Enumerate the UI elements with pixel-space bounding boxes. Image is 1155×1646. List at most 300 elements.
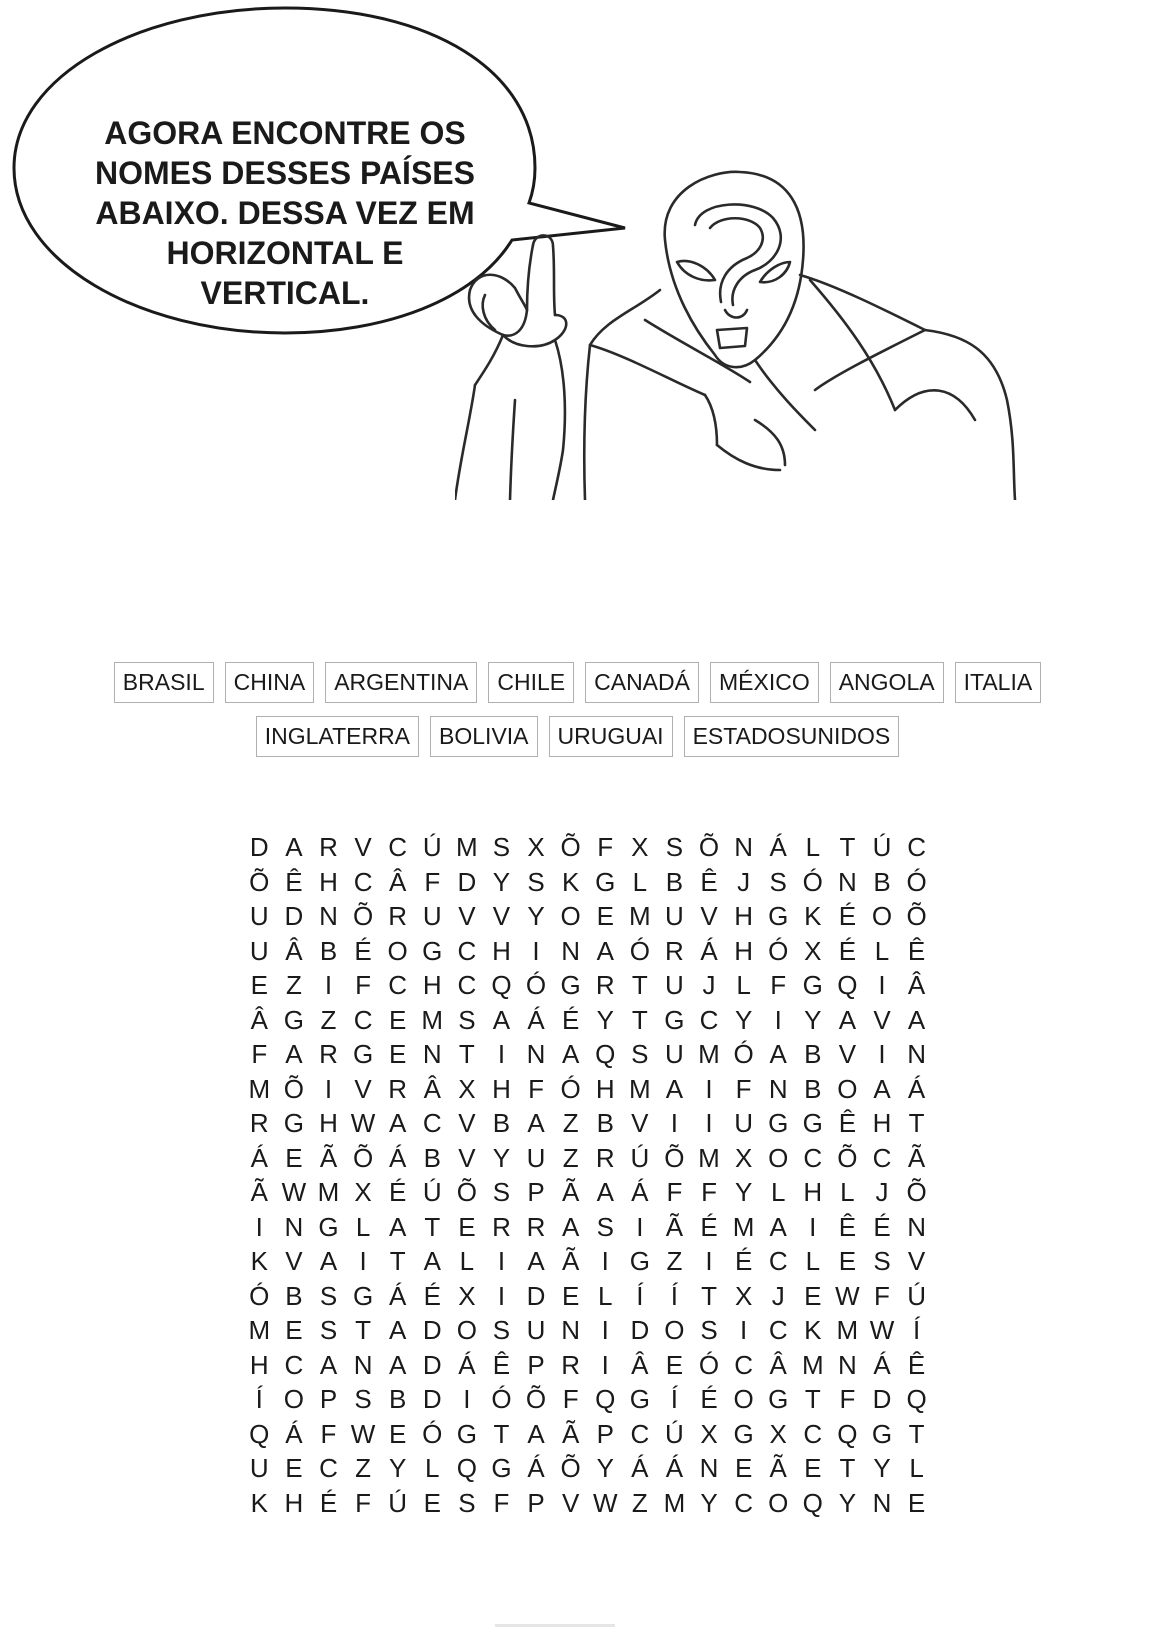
grid-letter[interactable]: O xyxy=(837,1073,858,1104)
grid-letter[interactable]: N xyxy=(768,1073,788,1104)
grid-letter[interactable]: X xyxy=(700,1418,718,1449)
grid-letter[interactable]: Â xyxy=(769,1349,787,1380)
grid-letter[interactable]: G xyxy=(664,1004,685,1035)
grid-letter[interactable]: D xyxy=(630,1315,650,1345)
grid-letter[interactable]: R xyxy=(319,1039,338,1069)
grid-letter[interactable]: A xyxy=(285,1039,303,1069)
grid-letter[interactable]: Á xyxy=(631,1177,649,1207)
grid-letter[interactable]: Â xyxy=(250,1004,268,1035)
grid-letter[interactable]: Ê xyxy=(285,866,303,897)
grid-letter[interactable]: N xyxy=(838,866,857,897)
grid-letter[interactable]: R xyxy=(561,1349,581,1380)
grid-letter[interactable]: Õ xyxy=(352,1142,374,1173)
grid-letter[interactable]: I xyxy=(324,1073,333,1104)
grid-letter[interactable]: M xyxy=(801,1349,824,1380)
grid-letter[interactable]: G xyxy=(733,1418,754,1449)
grid-letter[interactable]: C xyxy=(353,866,373,897)
grid-letter[interactable]: N xyxy=(526,1039,546,1069)
grid-letter[interactable]: N xyxy=(561,1315,581,1345)
grid-letter[interactable]: Ê xyxy=(700,866,718,897)
grid-letter[interactable]: S xyxy=(631,1039,649,1069)
grid-letter[interactable]: Y xyxy=(700,1487,718,1518)
grid-letter[interactable]: H xyxy=(319,1108,338,1138)
grid-letter[interactable]: Ã xyxy=(561,1418,580,1449)
grid-letter[interactable]: E xyxy=(389,1004,407,1035)
grid-letter[interactable]: G xyxy=(560,970,581,1000)
grid-letter[interactable]: T xyxy=(389,1246,406,1276)
grid-letter[interactable]: T xyxy=(839,1453,856,1483)
grid-letter[interactable]: R xyxy=(526,1211,546,1242)
grid-letter[interactable]: Ú xyxy=(422,1177,442,1207)
grid-letter[interactable]: U xyxy=(526,1315,546,1345)
grid-letter[interactable]: T xyxy=(458,1039,475,1069)
grid-letter[interactable]: E xyxy=(389,1418,407,1449)
grid-letter[interactable]: Ú xyxy=(388,1487,408,1518)
grid-letter[interactable]: G xyxy=(629,1246,650,1276)
grid-letter[interactable]: N xyxy=(319,901,338,931)
grid-letter[interactable]: Ã xyxy=(561,1246,580,1276)
grid-letter[interactable]: Y xyxy=(492,866,511,897)
grid-letter[interactable]: Z xyxy=(562,1142,579,1173)
grid-letter[interactable]: N xyxy=(838,1349,857,1380)
grid-letter[interactable]: Ú xyxy=(665,1418,684,1449)
grid-letter[interactable]: F xyxy=(666,1177,683,1207)
grid-letter[interactable]: U xyxy=(734,1108,753,1138)
grid-letter[interactable]: W xyxy=(835,1280,860,1311)
grid-letter[interactable]: F xyxy=(562,1384,579,1414)
grid-letter[interactable]: W xyxy=(281,1177,307,1207)
grid-letter[interactable]: N xyxy=(284,1211,304,1242)
grid-letter[interactable]: L xyxy=(459,1246,475,1276)
grid-letter[interactable]: G xyxy=(871,1418,893,1449)
grid-letter[interactable]: L xyxy=(840,1177,855,1207)
grid-letter[interactable]: A xyxy=(423,1246,441,1276)
grid-letter[interactable]: C xyxy=(353,1004,373,1035)
grid-letter[interactable]: V xyxy=(354,832,372,862)
grid-letter[interactable]: A xyxy=(527,1418,545,1449)
grid-letter[interactable]: É xyxy=(838,935,857,966)
grid-letter[interactable]: H xyxy=(422,970,442,1000)
grid-letter[interactable]: R xyxy=(388,901,408,931)
grid-letter[interactable]: E xyxy=(804,1280,822,1311)
grid-letter[interactable]: N xyxy=(561,935,581,966)
grid-letter[interactable]: S xyxy=(458,1004,476,1035)
grid-letter[interactable]: O xyxy=(733,1384,754,1414)
grid-letter[interactable]: T xyxy=(631,1004,648,1035)
grid-letter[interactable]: S xyxy=(458,1487,476,1518)
grid-letter[interactable]: Z xyxy=(355,1453,372,1483)
grid-letter[interactable]: R xyxy=(249,1108,269,1138)
grid-letter[interactable]: Õ xyxy=(352,901,374,931)
grid-letter[interactable]: B xyxy=(423,1142,441,1173)
grid-letter[interactable]: P xyxy=(527,1177,545,1207)
grid-letter[interactable]: F xyxy=(355,970,372,1000)
grid-letter[interactable]: Ó xyxy=(560,1073,581,1104)
grid-letter[interactable]: C xyxy=(872,1142,892,1173)
grid-letter[interactable]: C xyxy=(388,970,408,1000)
grid-letter[interactable]: H xyxy=(734,935,753,966)
grid-letter[interactable]: F xyxy=(493,1487,510,1518)
grid-letter[interactable]: R xyxy=(665,935,684,966)
grid-letter[interactable]: H xyxy=(284,1487,304,1518)
grid-letter[interactable]: Á xyxy=(873,1349,891,1380)
grid-letter[interactable]: E xyxy=(665,1349,684,1380)
grid-letter[interactable]: I xyxy=(878,1039,886,1069)
grid-letter[interactable]: Â xyxy=(907,970,926,1000)
grid-letter[interactable]: Á xyxy=(907,1073,926,1104)
grid-letter[interactable]: I xyxy=(774,1004,782,1035)
grid-letter[interactable]: F xyxy=(874,1280,890,1311)
grid-letter[interactable]: K xyxy=(250,1487,268,1518)
grid-letter[interactable]: N xyxy=(907,1039,926,1069)
grid-letter[interactable]: P xyxy=(319,1384,338,1414)
grid-letter[interactable]: U xyxy=(249,1453,269,1483)
grid-letter[interactable]: G xyxy=(318,1211,339,1242)
grid-letter[interactable]: I xyxy=(739,1315,748,1345)
grid-letter[interactable]: C xyxy=(734,1487,753,1518)
grid-letter[interactable]: N xyxy=(699,1453,719,1483)
grid-letter[interactable]: B xyxy=(665,866,684,897)
grid-letter[interactable]: L xyxy=(909,1453,924,1483)
grid-letter[interactable]: C xyxy=(734,1349,753,1380)
grid-letter[interactable]: J xyxy=(771,1280,785,1311)
grid-letter[interactable]: X xyxy=(631,832,649,862)
grid-letter[interactable]: L xyxy=(805,1246,821,1276)
grid-letter[interactable]: D xyxy=(872,1384,892,1414)
grid-letter[interactable]: E xyxy=(907,1487,926,1518)
grid-letter[interactable]: I xyxy=(497,1246,506,1276)
grid-letter[interactable]: E xyxy=(285,1453,303,1483)
grid-letter[interactable]: M xyxy=(698,1039,720,1069)
grid-letter[interactable]: I xyxy=(601,1246,609,1276)
grid-letter[interactable]: Í xyxy=(636,1280,644,1311)
grid-letter[interactable]: K xyxy=(561,866,580,897)
grid-letter[interactable]: G xyxy=(491,1453,512,1483)
grid-letter[interactable]: D xyxy=(284,901,304,931)
grid-letter[interactable]: Ã xyxy=(665,1211,684,1242)
grid-letter[interactable]: C xyxy=(630,1418,650,1449)
grid-letter[interactable]: Í xyxy=(670,1384,679,1414)
grid-letter[interactable]: Ê xyxy=(838,1211,857,1242)
grid-letter[interactable]: B xyxy=(596,1108,614,1138)
grid-letter[interactable]: D xyxy=(422,1349,442,1380)
grid-letter[interactable]: H xyxy=(803,1177,823,1207)
grid-letter[interactable]: I xyxy=(601,1349,609,1380)
grid-letter[interactable]: Y xyxy=(734,1004,753,1035)
grid-letter[interactable]: C xyxy=(768,1246,788,1276)
grid-letter[interactable]: E xyxy=(458,1211,476,1242)
grid-letter[interactable]: A xyxy=(319,1246,338,1276)
grid-letter[interactable]: Ã xyxy=(769,1453,787,1483)
grid-letter[interactable]: S xyxy=(354,1384,372,1414)
grid-letter[interactable]: X xyxy=(458,1280,476,1311)
grid-letter[interactable]: S xyxy=(769,866,787,897)
grid-letter[interactable]: L xyxy=(425,1453,440,1483)
grid-letter[interactable]: E xyxy=(734,1453,753,1483)
grid-letter[interactable]: Á xyxy=(527,1004,545,1035)
grid-letter[interactable]: Í xyxy=(670,1280,679,1311)
grid-letter[interactable]: L xyxy=(632,866,648,897)
grid-letter[interactable]: I xyxy=(705,1108,713,1138)
grid-letter[interactable]: Á xyxy=(631,1453,649,1483)
grid-letter[interactable]: K xyxy=(804,901,822,931)
grid-letter[interactable]: M xyxy=(628,1073,651,1104)
grid-letter[interactable]: V xyxy=(285,1246,303,1276)
grid-letter[interactable]: I xyxy=(255,1211,263,1242)
grid-letter[interactable]: I xyxy=(705,1073,713,1104)
grid-letter[interactable]: Ó xyxy=(422,1418,443,1449)
grid-letter[interactable]: Y xyxy=(596,1453,614,1483)
grid-letter[interactable]: Á xyxy=(665,1453,684,1483)
grid-letter[interactable]: E xyxy=(250,970,268,1000)
grid-letter[interactable]: A xyxy=(527,1108,545,1138)
grid-letter[interactable]: I xyxy=(878,970,886,1000)
grid-letter[interactable]: Ó xyxy=(491,1384,512,1414)
grid-letter[interactable]: D xyxy=(422,1384,442,1414)
grid-letter[interactable]: O xyxy=(283,1384,304,1414)
grid-letter[interactable]: V xyxy=(458,901,476,931)
grid-letter[interactable]: J xyxy=(875,1177,889,1207)
grid-letter[interactable]: O xyxy=(664,1315,685,1345)
grid-letter[interactable]: S xyxy=(596,1211,614,1242)
grid-letter[interactable]: Ó xyxy=(733,1039,754,1069)
grid-letter[interactable]: X xyxy=(734,1280,753,1311)
grid-letter[interactable]: R xyxy=(595,1142,615,1173)
grid-letter[interactable]: Â xyxy=(285,935,303,966)
grid-letter[interactable]: V xyxy=(458,1108,476,1138)
grid-letter[interactable]: S xyxy=(492,1177,511,1207)
grid-letter[interactable]: Ã xyxy=(250,1177,268,1207)
grid-letter[interactable]: G xyxy=(802,970,823,1000)
grid-letter[interactable]: Á xyxy=(458,1349,476,1380)
grid-letter[interactable]: Y xyxy=(804,1004,822,1035)
grid-letter[interactable]: Y xyxy=(389,1453,407,1483)
grid-letter[interactable]: B xyxy=(873,866,891,897)
grid-letter[interactable]: S xyxy=(319,1315,338,1345)
grid-letter[interactable]: D xyxy=(422,1315,442,1345)
grid-letter[interactable]: Ó xyxy=(698,1349,720,1380)
grid-letter[interactable]: Ã xyxy=(561,1177,580,1207)
grid-letter[interactable]: Õ xyxy=(283,1073,304,1104)
grid-letter[interactable]: Ã xyxy=(907,1142,926,1173)
grid-letter[interactable]: M xyxy=(317,1177,340,1207)
grid-letter[interactable]: F xyxy=(320,1418,337,1449)
grid-letter[interactable]: Ê xyxy=(907,935,926,966)
grid-letter[interactable]: V xyxy=(354,1073,372,1104)
grid-letter[interactable]: É xyxy=(873,1211,891,1242)
grid-letter[interactable]: U xyxy=(526,1142,546,1173)
grid-letter[interactable]: A xyxy=(492,1004,511,1035)
grid-letter[interactable]: G xyxy=(595,866,616,897)
grid-letter[interactable]: W xyxy=(869,1315,895,1345)
grid-letter[interactable]: G xyxy=(768,1384,789,1414)
grid-letter[interactable]: E xyxy=(285,1315,303,1345)
grid-letter[interactable]: É xyxy=(319,1487,338,1518)
grid-letter[interactable]: M xyxy=(628,901,651,931)
grid-letter[interactable]: N xyxy=(872,1487,892,1518)
grid-letter[interactable]: X xyxy=(458,1073,476,1104)
grid-letter[interactable]: V xyxy=(700,901,718,931)
grid-letter[interactable]: I xyxy=(670,1108,679,1138)
grid-letter[interactable]: A xyxy=(285,832,303,862)
grid-letter[interactable]: V xyxy=(631,1108,649,1138)
grid-letter[interactable]: J xyxy=(702,970,716,1000)
grid-letter[interactable]: C xyxy=(768,1315,788,1345)
grid-letter[interactable]: T xyxy=(839,832,856,862)
grid-letter[interactable]: X xyxy=(527,832,545,862)
grid-letter[interactable]: U xyxy=(665,901,684,931)
grid-letter[interactable]: S xyxy=(527,866,545,897)
grid-letter[interactable]: N xyxy=(422,1039,442,1069)
grid-letter[interactable]: I xyxy=(359,1246,367,1276)
grid-letter[interactable]: Y xyxy=(873,1453,891,1483)
grid-letter[interactable]: B xyxy=(492,1108,511,1138)
grid-letter[interactable]: P xyxy=(527,1349,545,1380)
grid-letter[interactable]: C xyxy=(319,1453,338,1483)
grid-letter[interactable]: Õ xyxy=(906,1177,927,1207)
grid-letter[interactable]: Á xyxy=(250,1142,268,1173)
grid-letter[interactable]: B xyxy=(285,1280,303,1311)
grid-letter[interactable]: I xyxy=(324,970,333,1000)
grid-letter[interactable]: Q xyxy=(837,1418,858,1449)
grid-letter[interactable]: O xyxy=(456,1315,477,1345)
grid-letter[interactable]: Õ xyxy=(249,866,270,897)
grid-letter[interactable]: M xyxy=(248,1315,271,1345)
grid-letter[interactable]: C xyxy=(284,1349,304,1380)
grid-letter[interactable]: B xyxy=(389,1384,407,1414)
grid-letter[interactable]: Q xyxy=(837,970,858,1000)
grid-letter[interactable]: E xyxy=(596,901,614,931)
grid-letter[interactable]: F xyxy=(701,1177,717,1207)
grid-letter[interactable]: Z xyxy=(631,1487,648,1518)
grid-letter[interactable]: A xyxy=(319,1349,338,1380)
grid-letter[interactable]: A xyxy=(838,1004,857,1035)
grid-letter[interactable]: Õ xyxy=(837,1142,858,1173)
grid-letter[interactable]: G xyxy=(352,1280,374,1311)
grid-letter[interactable]: W xyxy=(592,1487,618,1518)
grid-letter[interactable]: T xyxy=(701,1280,717,1311)
grid-letter[interactable]: M xyxy=(663,1487,686,1518)
grid-letter[interactable]: A xyxy=(596,935,614,966)
grid-letter[interactable]: A xyxy=(907,1004,926,1035)
grid-letter[interactable]: G xyxy=(768,901,789,931)
grid-letter[interactable]: A xyxy=(389,1315,407,1345)
grid-letter[interactable]: Q xyxy=(802,1487,823,1518)
grid-letter[interactable]: O xyxy=(768,1142,789,1173)
grid-letter[interactable]: X xyxy=(354,1177,372,1207)
grid-letter[interactable]: Á xyxy=(700,935,718,966)
grid-letter[interactable]: L xyxy=(598,1280,613,1311)
grid-letter[interactable]: I xyxy=(497,1039,506,1069)
grid-letter[interactable]: Á xyxy=(769,832,787,862)
grid-letter[interactable]: H xyxy=(872,1108,892,1138)
grid-letter[interactable]: Y xyxy=(527,901,545,931)
grid-letter[interactable]: A xyxy=(389,1108,407,1138)
grid-letter[interactable]: F xyxy=(597,832,614,862)
grid-letter[interactable]: F xyxy=(735,1073,752,1104)
grid-letter[interactable]: J xyxy=(737,866,751,897)
grid-letter[interactable]: V xyxy=(838,1039,857,1069)
grid-letter[interactable]: Ú xyxy=(872,832,892,862)
grid-letter[interactable]: C xyxy=(457,970,477,1000)
grid-letter[interactable]: Á xyxy=(285,1418,303,1449)
grid-letter[interactable]: É xyxy=(389,1177,407,1207)
grid-letter[interactable]: X xyxy=(769,1418,787,1449)
grid-letter[interactable]: L xyxy=(770,1177,786,1207)
grid-letter[interactable]: Ú xyxy=(630,1142,650,1173)
grid-letter[interactable]: É xyxy=(561,1004,580,1035)
grid-letter[interactable]: É xyxy=(700,1384,718,1414)
grid-letter[interactable]: W xyxy=(350,1418,376,1449)
grid-letter[interactable]: Í xyxy=(912,1315,921,1345)
grid-letter[interactable]: Ó xyxy=(249,1280,270,1311)
grid-letter[interactable]: D xyxy=(526,1280,546,1311)
grid-letter[interactable]: G xyxy=(283,1004,304,1035)
grid-letter[interactable]: G xyxy=(629,1384,650,1414)
grid-letter[interactable]: V xyxy=(492,901,511,931)
grid-letter[interactable]: Ú xyxy=(422,832,442,862)
grid-letter[interactable]: T xyxy=(355,1315,372,1345)
grid-letter[interactable]: B xyxy=(804,1039,822,1069)
grid-letter[interactable]: É xyxy=(700,1211,718,1242)
grid-letter[interactable]: A xyxy=(873,1073,891,1104)
grid-letter[interactable]: C xyxy=(422,1108,442,1138)
grid-letter[interactable]: É xyxy=(423,1280,441,1311)
grid-letter[interactable]: I xyxy=(497,1280,506,1311)
grid-letter[interactable]: E xyxy=(389,1039,407,1069)
grid-letter[interactable]: I xyxy=(705,1246,713,1276)
grid-letter[interactable]: Q xyxy=(595,1039,616,1069)
grid-letter[interactable]: É xyxy=(838,901,857,931)
grid-letter[interactable]: T xyxy=(804,1384,821,1414)
grid-letter[interactable]: O xyxy=(768,1487,789,1518)
grid-letter[interactable]: E xyxy=(285,1142,303,1173)
grid-letter[interactable]: Q xyxy=(906,1384,927,1414)
grid-letter[interactable]: G xyxy=(283,1108,304,1138)
grid-letter[interactable]: X xyxy=(734,1142,753,1173)
grid-letter[interactable]: Õ xyxy=(456,1177,477,1207)
grid-letter[interactable]: Y xyxy=(838,1487,857,1518)
grid-letter[interactable]: P xyxy=(527,1487,545,1518)
grid-letter[interactable]: L xyxy=(355,1211,371,1242)
grid-letter[interactable]: N xyxy=(353,1349,373,1380)
grid-letter[interactable]: G xyxy=(352,1039,374,1069)
grid-letter[interactable]: Õ xyxy=(560,832,581,862)
grid-letter[interactable]: D xyxy=(249,832,269,862)
grid-letter[interactable]: A xyxy=(665,1073,684,1104)
grid-letter[interactable]: M xyxy=(836,1315,859,1345)
grid-letter[interactable]: P xyxy=(596,1418,614,1449)
grid-letter[interactable]: R xyxy=(388,1073,408,1104)
grid-letter[interactable]: Á xyxy=(527,1453,545,1483)
grid-letter[interactable]: Ã xyxy=(319,1142,338,1173)
grid-letter[interactable]: H xyxy=(734,901,753,931)
grid-letter[interactable]: E xyxy=(423,1487,441,1518)
grid-letter[interactable]: A xyxy=(561,1039,580,1069)
grid-letter[interactable]: T xyxy=(908,1418,925,1449)
grid-letter[interactable]: O xyxy=(871,901,893,931)
grid-letter[interactable]: N xyxy=(734,832,753,862)
grid-letter[interactable]: I xyxy=(636,1211,644,1242)
grid-letter[interactable]: K xyxy=(804,1315,822,1345)
grid-letter[interactable]: A xyxy=(527,1246,545,1276)
grid-letter[interactable]: Ú xyxy=(907,1280,926,1311)
grid-letter[interactable]: Õ xyxy=(560,1453,581,1483)
grid-letter[interactable]: Ó xyxy=(906,866,927,897)
grid-letter[interactable]: Y xyxy=(734,1177,753,1207)
grid-letter[interactable]: F xyxy=(770,970,787,1000)
grid-letter[interactable]: Z xyxy=(320,1004,337,1035)
